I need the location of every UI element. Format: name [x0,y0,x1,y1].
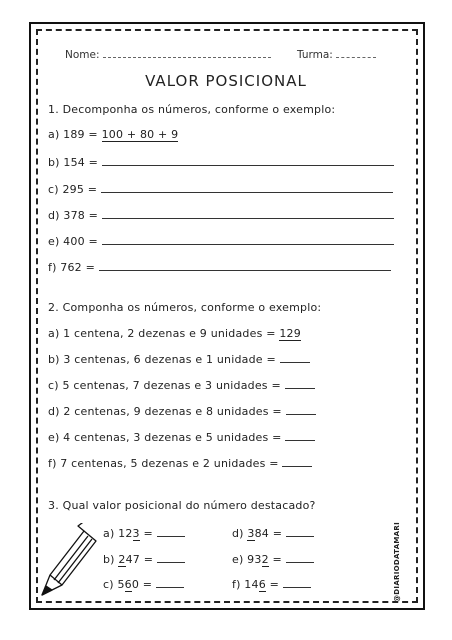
class-field [297,47,376,61]
number [118,527,140,541]
item-letter: e) [48,235,60,248]
equals: = [143,553,154,566]
answer-line [157,526,185,537]
q1-heading: 1. Decomponha os números, conforme o exemplo: [48,103,336,116]
item-letter: c) [48,379,59,392]
q1-item-c [48,182,393,196]
digits: 47 [125,553,140,566]
digits: 84 [254,527,269,540]
q2-item-b [48,352,310,366]
digits: 93 [247,553,262,566]
item-letter: e) [48,431,60,444]
q2-item-c [48,378,315,392]
number [247,553,269,567]
answer-line [102,155,394,166]
q1-item-d [48,208,394,222]
item-letter: e) [232,553,244,566]
item-letter: b) [48,156,60,169]
q1-item-e [48,234,394,248]
page-title: VALOR POSICIONAL [145,72,307,90]
highlighted-digit: 2 [261,553,269,566]
digits: 14 [244,578,259,591]
item-letter: c) [48,183,59,196]
highlighted-digit: 3 [132,527,140,540]
example-answer: 100 + 80 + 9 [101,128,179,141]
item-text: 2 centenas, 9 dezenas e 8 unidades = [63,405,282,418]
q1-item-f [48,260,391,274]
item-expr: 762 = [60,261,95,274]
q2-item-e [48,430,315,444]
equals: = [143,527,153,540]
item-letter: a) [48,128,60,141]
equals: = [272,553,282,566]
item-letter: b) [48,353,60,366]
item-expr: 189 = [63,128,98,141]
answer-line [102,208,394,219]
q3-heading: 3. Qual valor posicional do número destacado? [48,499,316,512]
q3-item-c [103,577,184,591]
answer-line [157,552,185,563]
q2-item-d [48,404,316,418]
answer-line [99,260,391,271]
item-letter: a) [48,327,60,340]
q3-item-d [232,526,314,540]
highlighted-digit: 3 [247,527,255,540]
class-label: Turma: [297,49,333,61]
class-blank [336,47,376,58]
q2-item-a [48,327,301,340]
digits: 0 [131,578,140,591]
item-expr: 295 = [62,183,98,196]
q1-item-b [48,155,394,169]
answer-line [102,234,394,245]
number [247,527,269,541]
answer-line [156,577,184,588]
item-text: 4 centenas, 3 dezenas e 5 unidades = [63,431,282,444]
answer-line [286,526,314,537]
item-letter: f) [48,457,57,470]
pencil-icon [38,523,98,603]
digits: 5 [117,578,125,591]
answer-line [280,352,310,363]
q3-item-a [103,526,185,540]
item-expr: 400 = [63,235,98,248]
example-answer: 129 [279,327,301,340]
item-letter: d) [48,405,60,418]
item-letter: d) [232,527,244,540]
answer-line [285,378,315,389]
answer-line [283,577,311,588]
item-letter: f) [232,578,241,591]
item-letter: d) [48,209,60,222]
digits: 12 [118,527,133,540]
highlighted-digit: 2 [118,553,126,566]
q3-item-f [232,577,311,591]
item-text: 7 centenas, 5 dezenas e 2 unidades = [60,457,279,470]
equals: = [142,578,153,591]
answer-line [101,182,393,193]
item-letter: f) [48,261,57,274]
name-blank [103,47,271,58]
number [244,578,266,592]
answer-line [286,552,314,563]
q3-item-e [232,552,314,566]
equals: = [272,527,283,540]
answer-line [286,404,316,415]
name-field [65,47,271,61]
answer-line [285,430,315,441]
item-letter: a) [103,527,115,540]
number [117,578,139,592]
item-expr: 378 = [63,209,99,222]
q1-item-a [48,128,178,141]
highlighted-digit: 6 [258,578,266,591]
equals: = [269,578,280,591]
name-label: Nome: [65,49,100,61]
item-expr: 154 = [63,156,99,169]
item-text: 1 centena, 2 dezenas e 9 unidades = [63,327,276,340]
credit-text: @DIARIODATAMARI [393,522,401,602]
highlighted-digit: 6 [124,578,132,591]
answer-line [282,456,312,467]
number [118,553,140,567]
q3-item-b [103,552,185,566]
item-letter: c) [103,578,114,591]
item-text: 5 centenas, 7 dezenas e 3 unidades = [62,379,281,392]
item-text: 3 centenas, 6 dezenas e 1 unidade = [63,353,276,366]
q2-item-f [48,456,312,470]
item-letter: b) [103,553,115,566]
q2-heading: 2. Componha os números, conforme o exemplo: [48,301,322,314]
